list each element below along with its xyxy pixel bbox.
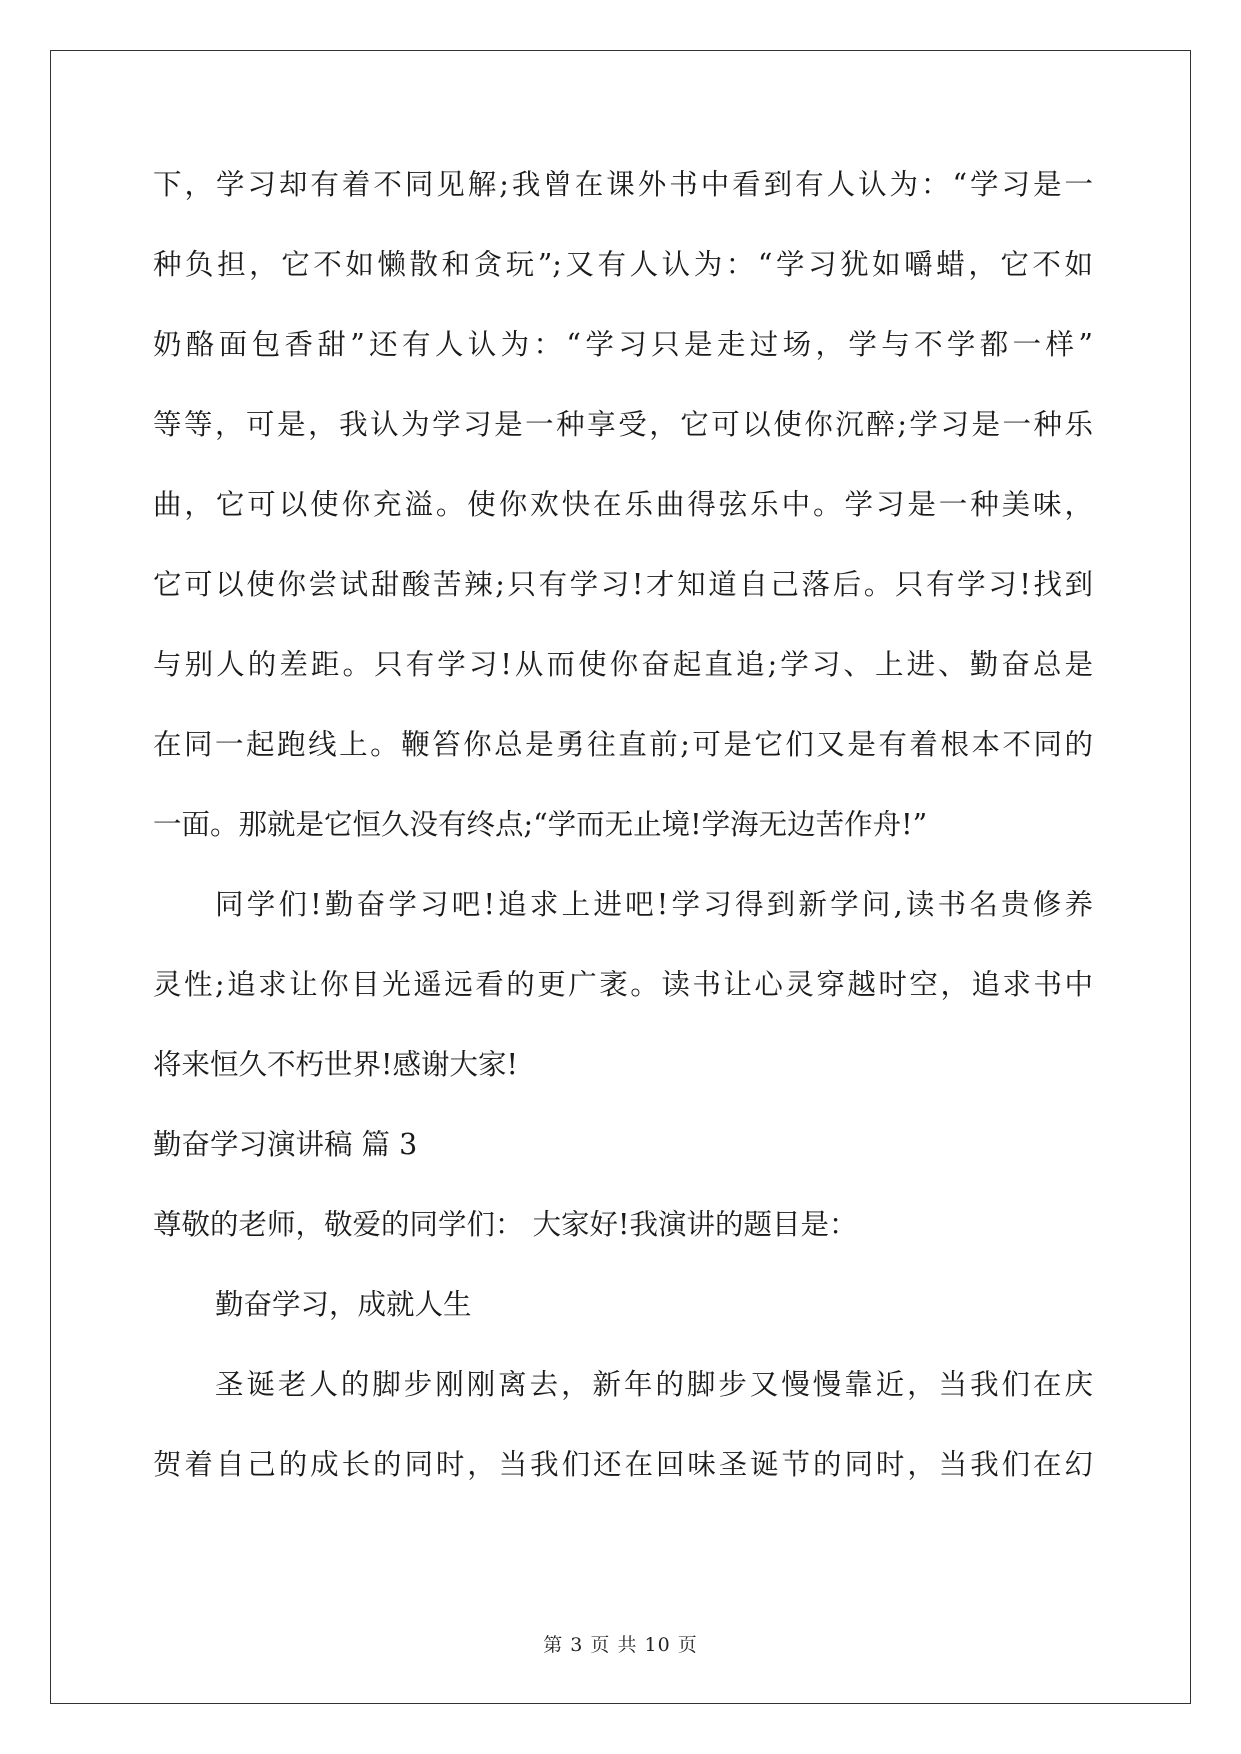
text-line: 曲，它可以使你充溢。使你欢快在乐曲得弦乐中。学习是一种美味， <box>153 488 1093 521</box>
text-line: 它可以使你尝试甜酸苦辣;只有学习!才知道自己落后。只有学习!找到 <box>153 568 1093 601</box>
text-line: 将来恒久不朽世界!感谢大家! <box>153 1048 518 1081</box>
speech-title: 勤奋学习，成就人生 <box>215 1288 472 1321</box>
text-line: 灵性;追求让你目光遥远看的更广袤。读书让心灵穿越时空，追求书中 <box>153 968 1093 1001</box>
section-heading: 勤奋学习演讲稿 篇 3 <box>153 1128 418 1161</box>
text-line: 一面。那就是它恒久没有终点;“学而无止境!学海无边苦作舟!” <box>153 808 928 841</box>
text-line: 与别人的差距。只有学习!从而使你奋起直追;学习、上进、勤奋总是 <box>153 648 1093 681</box>
document-body <box>153 160 1093 1520</box>
text-line: 种负担，它不如懒散和贪玩”;又有人认为：“学习犹如嚼蜡，它不如 <box>153 248 1093 281</box>
text-line: 同学们!勤奋学习吧!追求上进吧!学习得到新学问,读书名贵修养 <box>215 888 1093 921</box>
text-line: 贺着自己的成长的同时，当我们还在回味圣诞节的同时，当我们在幻 <box>153 1448 1093 1481</box>
page-number-footer: 第 3 页 共 10 页 <box>543 1634 698 1656</box>
salutation-line: 尊敬的老师，敬爱的同学们： 大家好!我演讲的题目是： <box>153 1208 858 1241</box>
text-line: 下，学习却有着不同见解;我曾在课外书中看到有人认为：“学习是一 <box>153 168 1093 201</box>
text-line: 圣诞老人的脚步刚刚离去，新年的脚步又慢慢靠近，当我们在庆 <box>215 1368 1093 1401</box>
text-line: 在同一起跑线上。鞭笞你总是勇往直前;可是它们又是有着根本不同的 <box>153 728 1093 761</box>
text-line: 等等，可是，我认为学习是一种享受，它可以使你沉醉;学习是一种乐 <box>153 408 1093 441</box>
text-line: 奶酪面包香甜”还有人认为：“学习只是走过场，学与不学都一样” <box>153 328 1093 361</box>
